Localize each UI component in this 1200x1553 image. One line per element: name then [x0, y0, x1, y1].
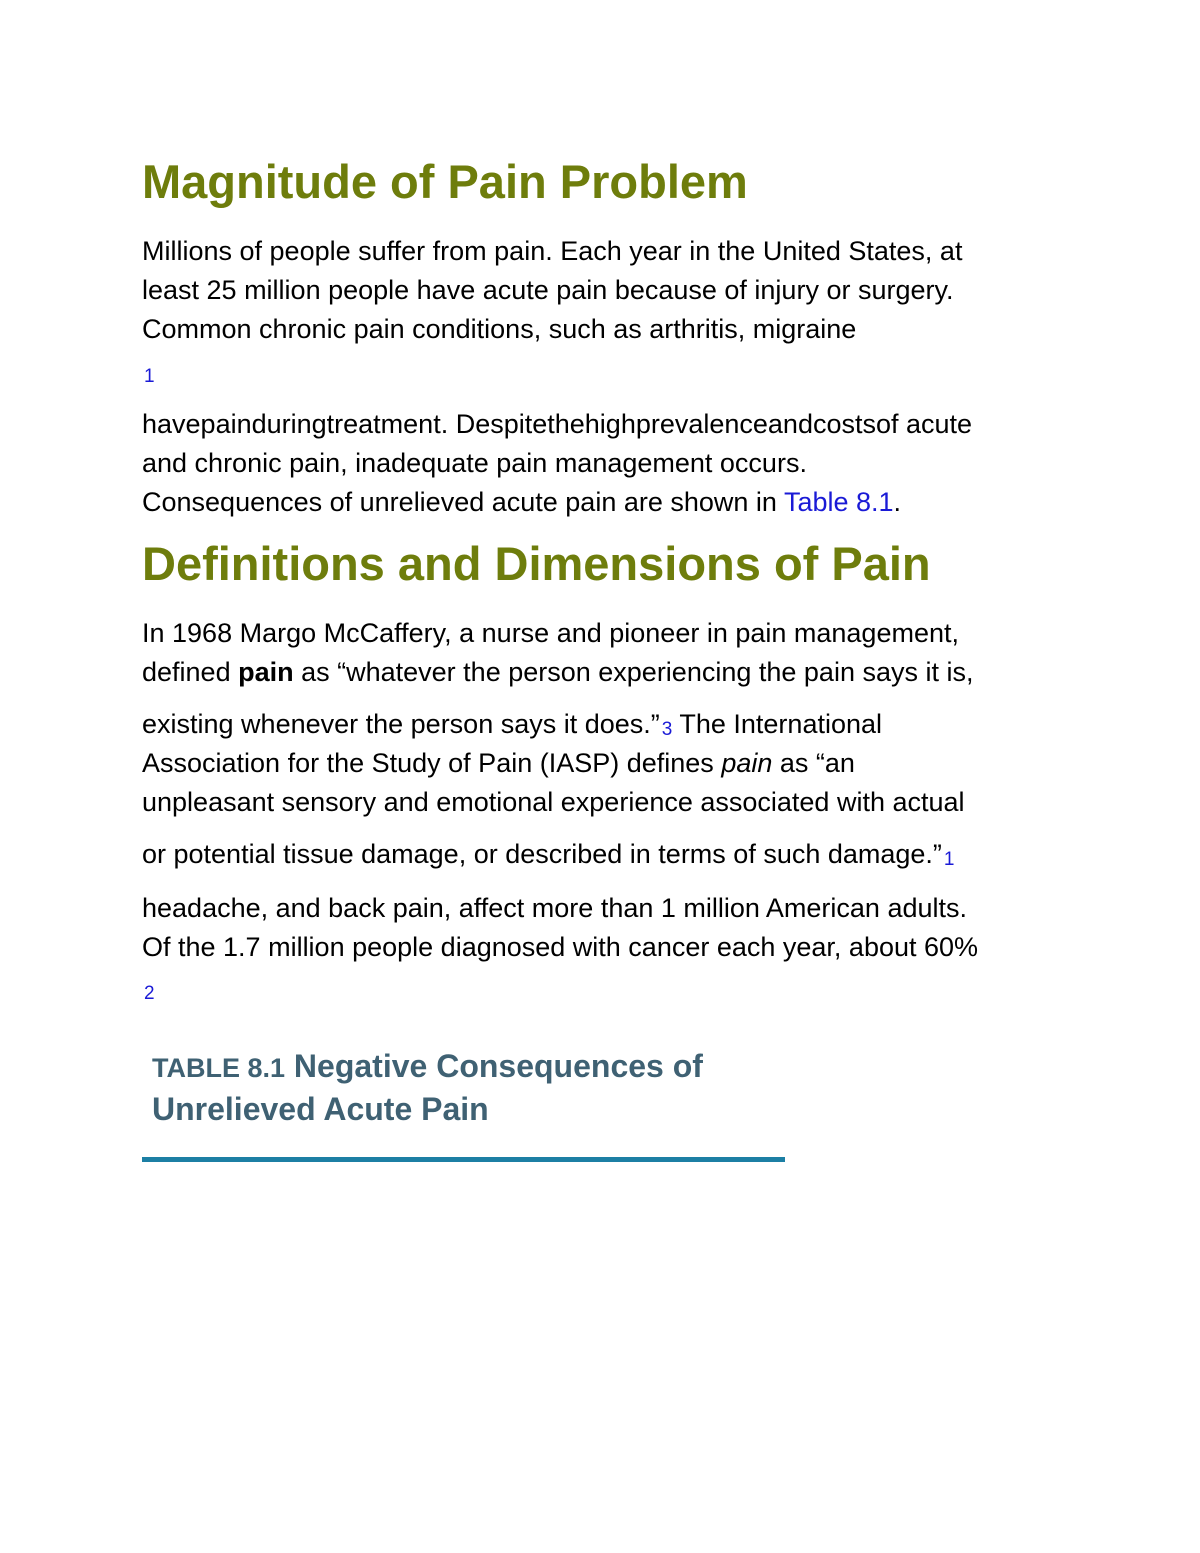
paragraph-line: Common chronic pain conditions, such as arthritis, migraine: [142, 314, 857, 344]
text: defined: [142, 657, 239, 687]
footnote-marker[interactable]: 1: [943, 849, 955, 870]
table-label: TABLE 8.1: [152, 1053, 286, 1083]
text: existing whenever the person says it does.”: [142, 709, 660, 739]
section-heading-magnitude: Magnitude of Pain Problem: [142, 155, 748, 208]
table-caption-line: [152, 1045, 703, 1088]
section-heading-definitions: Definitions and Dimensions of Pain: [142, 537, 931, 590]
text: The International: [672, 709, 883, 739]
table-caption: [152, 1045, 703, 1131]
footnote-marker[interactable]: 1: [144, 366, 155, 387]
bold-term: pain: [238, 657, 294, 687]
text: .: [893, 487, 902, 517]
text: or potential tissue damage, or described in terms of such damage.”: [142, 839, 942, 869]
paragraph-line: and chronic pain, inadequate pain management occurs.: [142, 448, 807, 478]
text: as “an: [772, 748, 855, 778]
text: Consequences of unrelieved acute pain are shown in: [142, 487, 784, 517]
paragraph-line: headache, and back pain, affect more than 1 million American adults.: [142, 893, 968, 923]
paragraph-line: [142, 486, 901, 518]
text: as “whatever the person experiencing the pain says it is,: [293, 657, 974, 687]
paragraph-line: least 25 million people have acute pain because of injury or surgery.: [142, 275, 954, 305]
italic-term: pain: [721, 748, 773, 778]
paragraph-line: In 1968 Margo McCaffery, a nurse and pioneer in pain management,: [142, 618, 959, 648]
paragraph-line: [142, 708, 882, 742]
footnote-marker[interactable]: 2: [144, 983, 155, 1004]
paragraph-line: [142, 838, 955, 872]
table-caption-line: Unrelieved Acute Pain: [152, 1091, 489, 1128]
paragraph-line: Of the 1.7 million people diagnosed with cancer each year, about 60%: [142, 932, 979, 962]
paragraph-line: havepainduringtreatment. Despitethehighprevalenceandcostsof acute: [142, 409, 973, 439]
footnote-marker[interactable]: 3: [661, 719, 673, 740]
table-title: Negative Consequences of: [285, 1048, 703, 1084]
table-rule: [142, 1157, 785, 1162]
paragraph-line: Millions of people suffer from pain. Each year in the United States, at: [142, 236, 963, 266]
paragraph-line: unpleasant sensory and emotional experience associated with actual: [142, 787, 965, 817]
text: Association for the Study of Pain (IASP) defines: [142, 748, 722, 778]
paragraph-line: [142, 747, 855, 779]
paragraph-line: [142, 656, 973, 688]
table-link[interactable]: Table 8.1: [783, 487, 894, 517]
